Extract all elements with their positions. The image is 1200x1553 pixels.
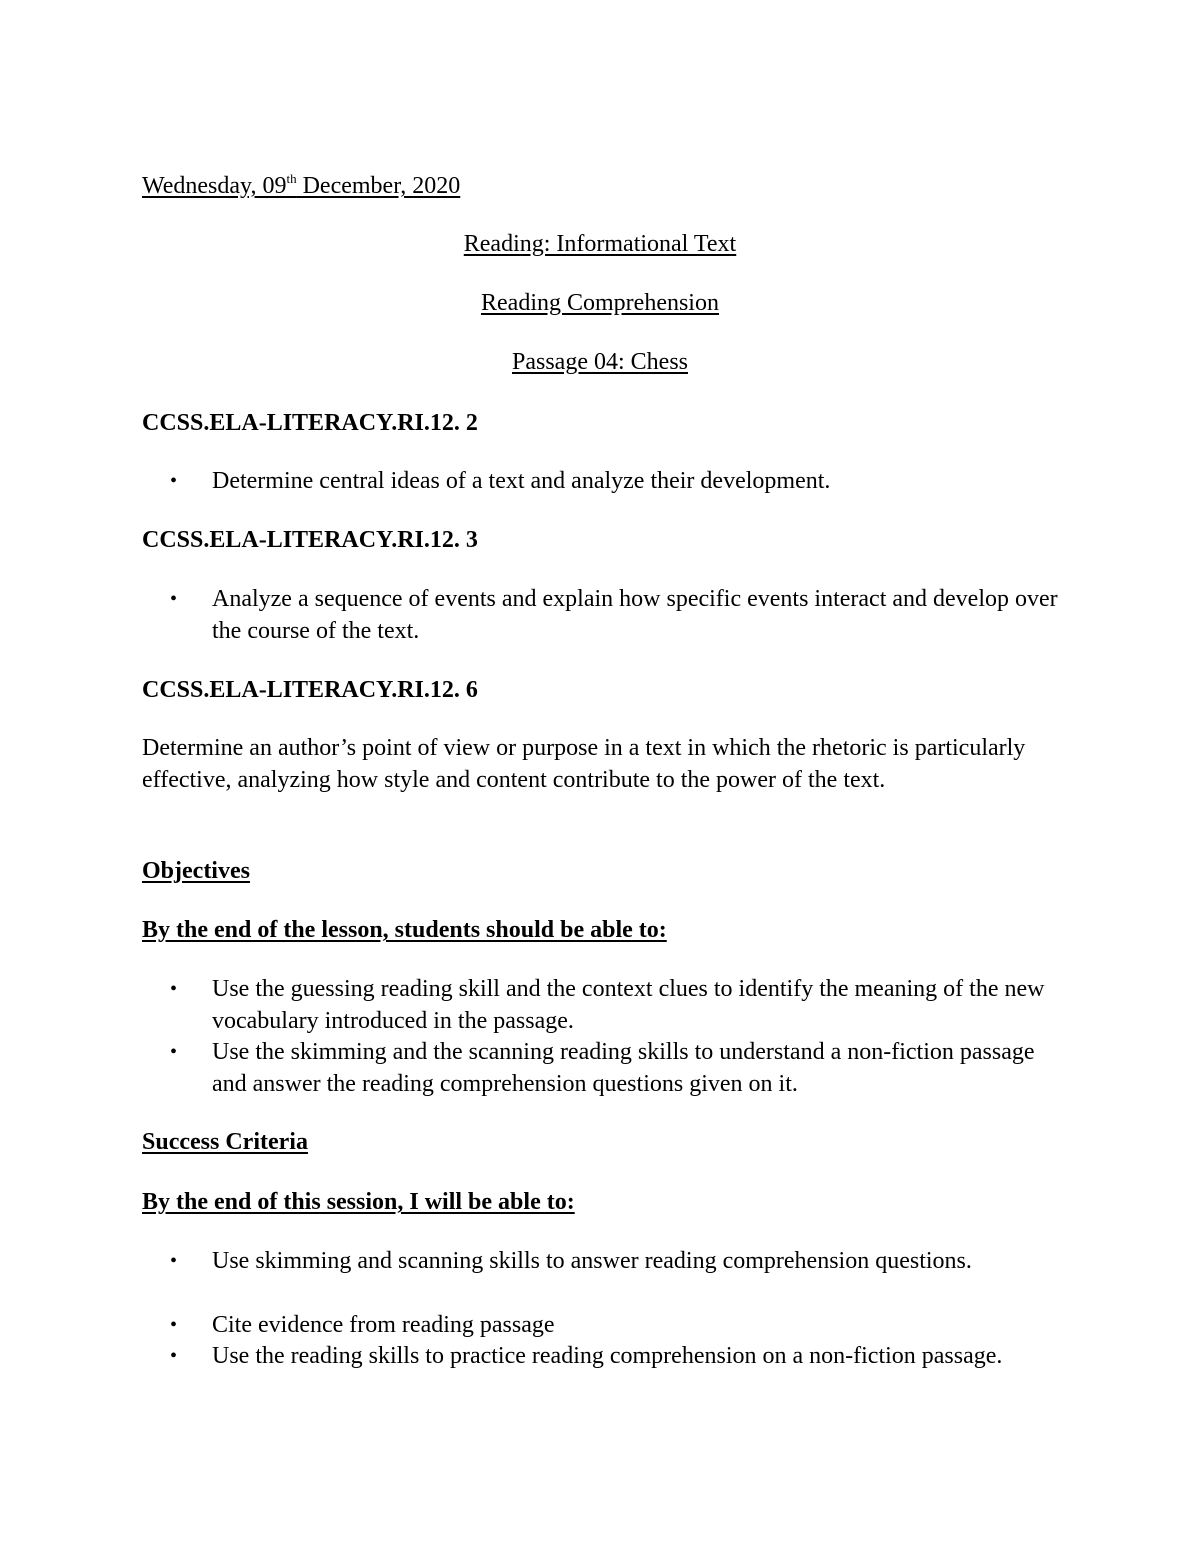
standard-text-3: Determine an author’s point of view or purpose in a text in which the rhetoric is particularly effective, analyzing how style and content contribute to the power of the text. <box>142 735 1026 793</box>
bullet-icon: • <box>170 470 178 492</box>
objectives-heading: Objectives <box>142 858 250 884</box>
bullet-icon: • <box>170 1250 178 1272</box>
standard-bullet-2: Analyze a sequence of events and explain how specific events interact and develop over the course of the text. <box>212 586 1058 644</box>
bullet-icon: • <box>170 978 178 1000</box>
title-informational: Reading: Informational Text <box>463 231 737 257</box>
success-item-3: Use the reading skills to practice reading comprehension on a non-fiction passage. <box>212 1343 1003 1369</box>
title-passage: Passage 04: Chess <box>512 349 688 375</box>
bullet-icon: • <box>170 1041 178 1063</box>
date-prefix: Wednesday, 09 <box>142 173 287 199</box>
objective-item-2: Use the skimming and the scanning reading skills to understand a non-fiction passage and answer the reading comprehension questions given on it. <box>212 1039 1035 1097</box>
objective-item-1: Use the guessing reading skill and the context clues to identify the meaning of the new vocabulary introduced in the passage. <box>212 976 1045 1034</box>
success-subheading: By the end of this session, I will be able to: <box>142 1189 575 1215</box>
standard-code-1: CCSS.ELA-LITERACY.RI.12. 2 <box>142 410 478 436</box>
success-heading: Success Criteria <box>142 1129 308 1155</box>
date-suffix: December, 2020 <box>296 173 461 199</box>
standard-code-2: CCSS.ELA-LITERACY.RI.12. 3 <box>142 527 478 553</box>
objectives-subheading: By the end of the lesson, students should be able to: <box>142 917 667 943</box>
bullet-icon: • <box>170 1314 178 1336</box>
standard-code-3: CCSS.ELA-LITERACY.RI.12. 6 <box>142 677 478 703</box>
date-line <box>142 170 460 202</box>
standard-bullet-1: Determine central ideas of a text and analyze their development. <box>212 468 831 494</box>
bullet-icon: • <box>170 1345 178 1367</box>
date-superscript: th <box>286 171 297 186</box>
success-item-1: Use skimming and scanning skills to answer reading comprehension questions. <box>212 1248 972 1274</box>
bullet-icon: • <box>170 588 178 610</box>
success-item-2: Cite evidence from reading passage <box>212 1312 555 1338</box>
title-comprehension: Reading Comprehension <box>481 290 719 316</box>
